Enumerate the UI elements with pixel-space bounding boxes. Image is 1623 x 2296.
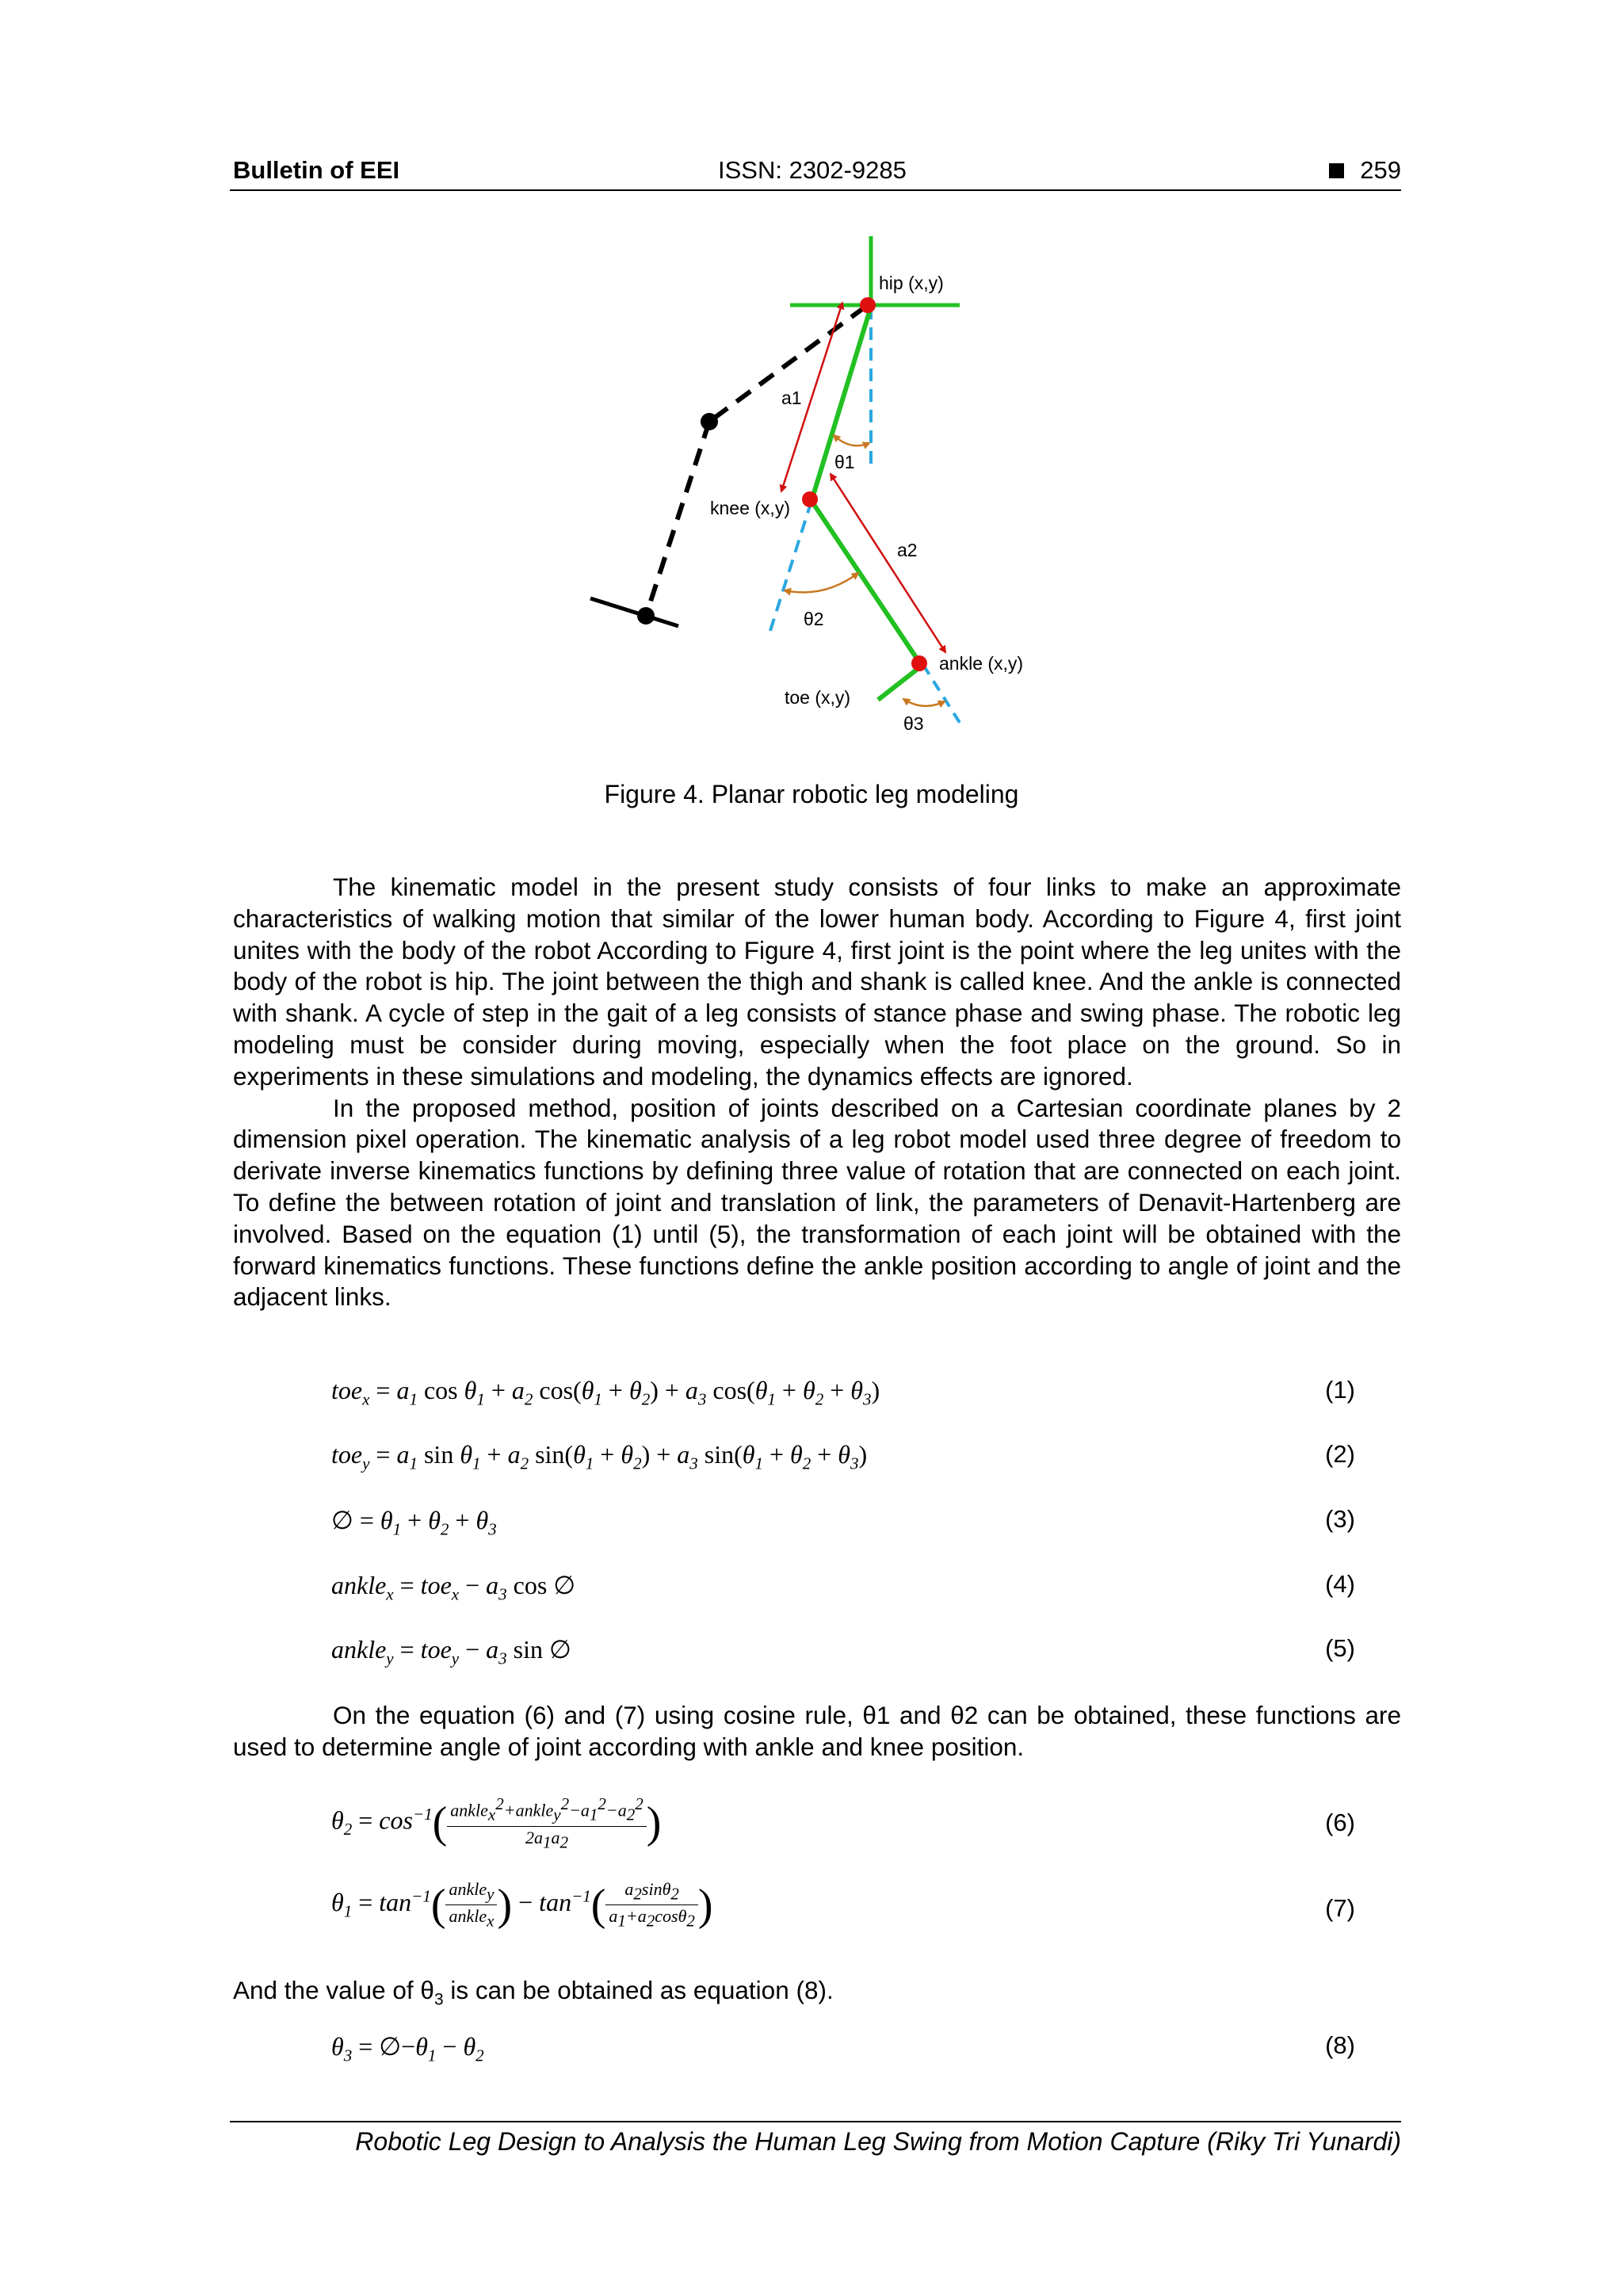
header-square-bullet bbox=[1329, 163, 1344, 178]
equation-1-expression: $toe_x = a_1$ $\cos \theta_1 + a_2$ $\cos(\theta_1 + \theta_2) + a_3$ $\cos(\theta_1 + \theta_2 + \theta_3)$ bbox=[331, 1376, 880, 1409]
ankle-label: ankle (x,y) bbox=[939, 653, 1024, 674]
equation-3-expression: ∅ = $\theta_1 + \theta_2 + \theta_3$ bbox=[331, 1506, 497, 1539]
equation-6-expression: $\theta_2 = \cos^{-1}$( $\frac{ankle_x^2+ankle_y^2-a_1^2-a_2^2}{2a_1a_2}$ ) bbox=[331, 1794, 662, 1852]
equation-5-number: (5) bbox=[1325, 1634, 1355, 1662]
equation-8-number: (8) bbox=[1325, 2031, 1355, 2059]
equation-5 bbox=[331, 1634, 1355, 1674]
figure-caption: Figure 4. Planar robotic leg modeling bbox=[604, 780, 1019, 808]
paragraph-3: On the equation (6) and (7) using cosine rule, θ1 and θ2 can be obtained, these functions are used to determine angle of joint according with ankle and knee position. bbox=[233, 1701, 1401, 1761]
paragraph-2: In the proposed method, position of joints described on a Cartesian coordinate planes by 2 dimension pixel operation. The kinematic analysis of a leg robot model used three degree of freedom to derivate inverse kinematics functions by defining three value of rotation that are connected on each joint. To define the between rotation of joint and translation of link, the parameters of Denavit-Hartenberg are involved. Based on the equation (1) until (5), the transformation of each joint will be obtained with the forward kinematics functions. These functions define the ankle position according to angle of joint and the adjacent links. bbox=[233, 1093, 1401, 1312]
theta1-arc bbox=[834, 435, 869, 445]
journal-name: Bulletin of EEI bbox=[233, 156, 400, 184]
body-text-block-1 bbox=[233, 872, 1401, 1313]
paragraph-1: The kinematic model in the present study consists of four links to make an approximate characteristics of walking motion that similar of the lower human body. According to Figure 4, first joint unites with the body of the robot According to Figure 4, first joint is the point where the leg unites with the body of the robot is hip. The joint between the thigh and shank is called knee. And the ankle is connected with shank. A cycle of step in the gait of a leg consists of stance phase and swing phase. The robotic leg modeling must be consider during moving, especially when the foot place on the ground. So in experiments in these simulations and modeling, the dynamics effects are ignored. bbox=[233, 873, 1401, 1091]
equation-2 bbox=[331, 1440, 1355, 1480]
equation-4-number: (4) bbox=[1325, 1570, 1355, 1598]
page-footer: Robotic Leg Design to Analysis the Human Leg Swing from Motion Capture (Riky Tri Yunardi) bbox=[355, 2127, 1401, 2156]
issn: ISSN: 2302-9285 bbox=[718, 156, 907, 184]
paragraph-4-post: is can be obtained as equation (8). bbox=[443, 1976, 834, 2004]
equation-2-number: (2) bbox=[1325, 1440, 1355, 1468]
ankle-joint bbox=[911, 655, 927, 671]
paragraph-4 bbox=[233, 1975, 1401, 2015]
hip-label: hip (x,y) bbox=[879, 273, 944, 293]
body-text-block-3 bbox=[233, 1975, 1401, 2015]
equation-5-expression: ankle$_y$ = $toe_y - a_3$ sin ∅ bbox=[331, 1635, 571, 1668]
equation-4-expression: ankle$_x$ = $toe_x - a_3$ cos ∅ bbox=[331, 1571, 576, 1604]
equation-7-expression: $\theta_1 = \tan^{-1}$( $\frac{ankle_y}{ankle_x}$ ) − $\tan^{-1}$( $\frac{a_2\sin\theta_2}{a_1+a_2\cos\theta_2}$ ) bbox=[331, 1879, 713, 1931]
theta2-label: θ2 bbox=[804, 609, 824, 629]
equation-1-number: (1) bbox=[1325, 1376, 1355, 1404]
paragraph-4-sub: 3 bbox=[433, 1990, 444, 2009]
equation-6-number: (6) bbox=[1325, 1809, 1355, 1836]
prev-shank-dashed bbox=[646, 422, 709, 616]
prev-ankle-joint bbox=[637, 607, 655, 625]
equation-8-expression: $\theta_3$ = $\emptyset-\theta_1 - \theta_2$ bbox=[331, 2032, 484, 2065]
equation-1 bbox=[331, 1376, 1355, 1415]
theta1-label: θ1 bbox=[834, 452, 855, 472]
page-number: 259 bbox=[1360, 156, 1401, 184]
foot-link bbox=[878, 666, 922, 700]
prev-knee-joint bbox=[701, 413, 718, 430]
theta2-arc bbox=[785, 573, 858, 592]
knee-label: knee (x,y) bbox=[710, 498, 790, 518]
prev-foot bbox=[590, 598, 678, 626]
equation-4 bbox=[331, 1570, 1355, 1610]
leg-diagram bbox=[555, 222, 1109, 745]
hip-joint bbox=[860, 297, 876, 313]
shank-link bbox=[812, 501, 922, 666]
footer-rule bbox=[230, 2121, 1401, 2122]
theta3-arc bbox=[903, 699, 945, 706]
a2-length-arrow bbox=[831, 474, 945, 652]
paragraph-4-pre: And the value of θ bbox=[233, 1976, 434, 2004]
figure-planar-leg bbox=[555, 222, 1109, 745]
equation-6 bbox=[331, 1793, 1355, 1852]
body-text-block-2 bbox=[233, 1700, 1401, 1763]
a1-label: a1 bbox=[781, 388, 802, 408]
equation-8 bbox=[331, 2031, 1355, 2071]
ankle-reference-dashed bbox=[923, 665, 961, 725]
toe-label: toe (x,y) bbox=[785, 687, 851, 708]
equation-2-expression: $toe_y = a_1$ $\sin \theta_1 + a_2$ $\sin(\theta_1 + \theta_2) + a_3$ $\sin(\theta_1 + \theta_2 + \theta_3)$ bbox=[331, 1440, 868, 1473]
theta3-label: θ3 bbox=[903, 713, 924, 734]
page-header bbox=[233, 155, 1401, 194]
equation-7-number: (7) bbox=[1325, 1894, 1355, 1922]
equation-3 bbox=[331, 1505, 1355, 1545]
equation-3-number: (3) bbox=[1325, 1505, 1355, 1533]
equation-7 bbox=[331, 1878, 1355, 1934]
knee-joint bbox=[802, 491, 818, 507]
a2-label: a2 bbox=[897, 540, 918, 560]
header-rule bbox=[230, 189, 1401, 191]
